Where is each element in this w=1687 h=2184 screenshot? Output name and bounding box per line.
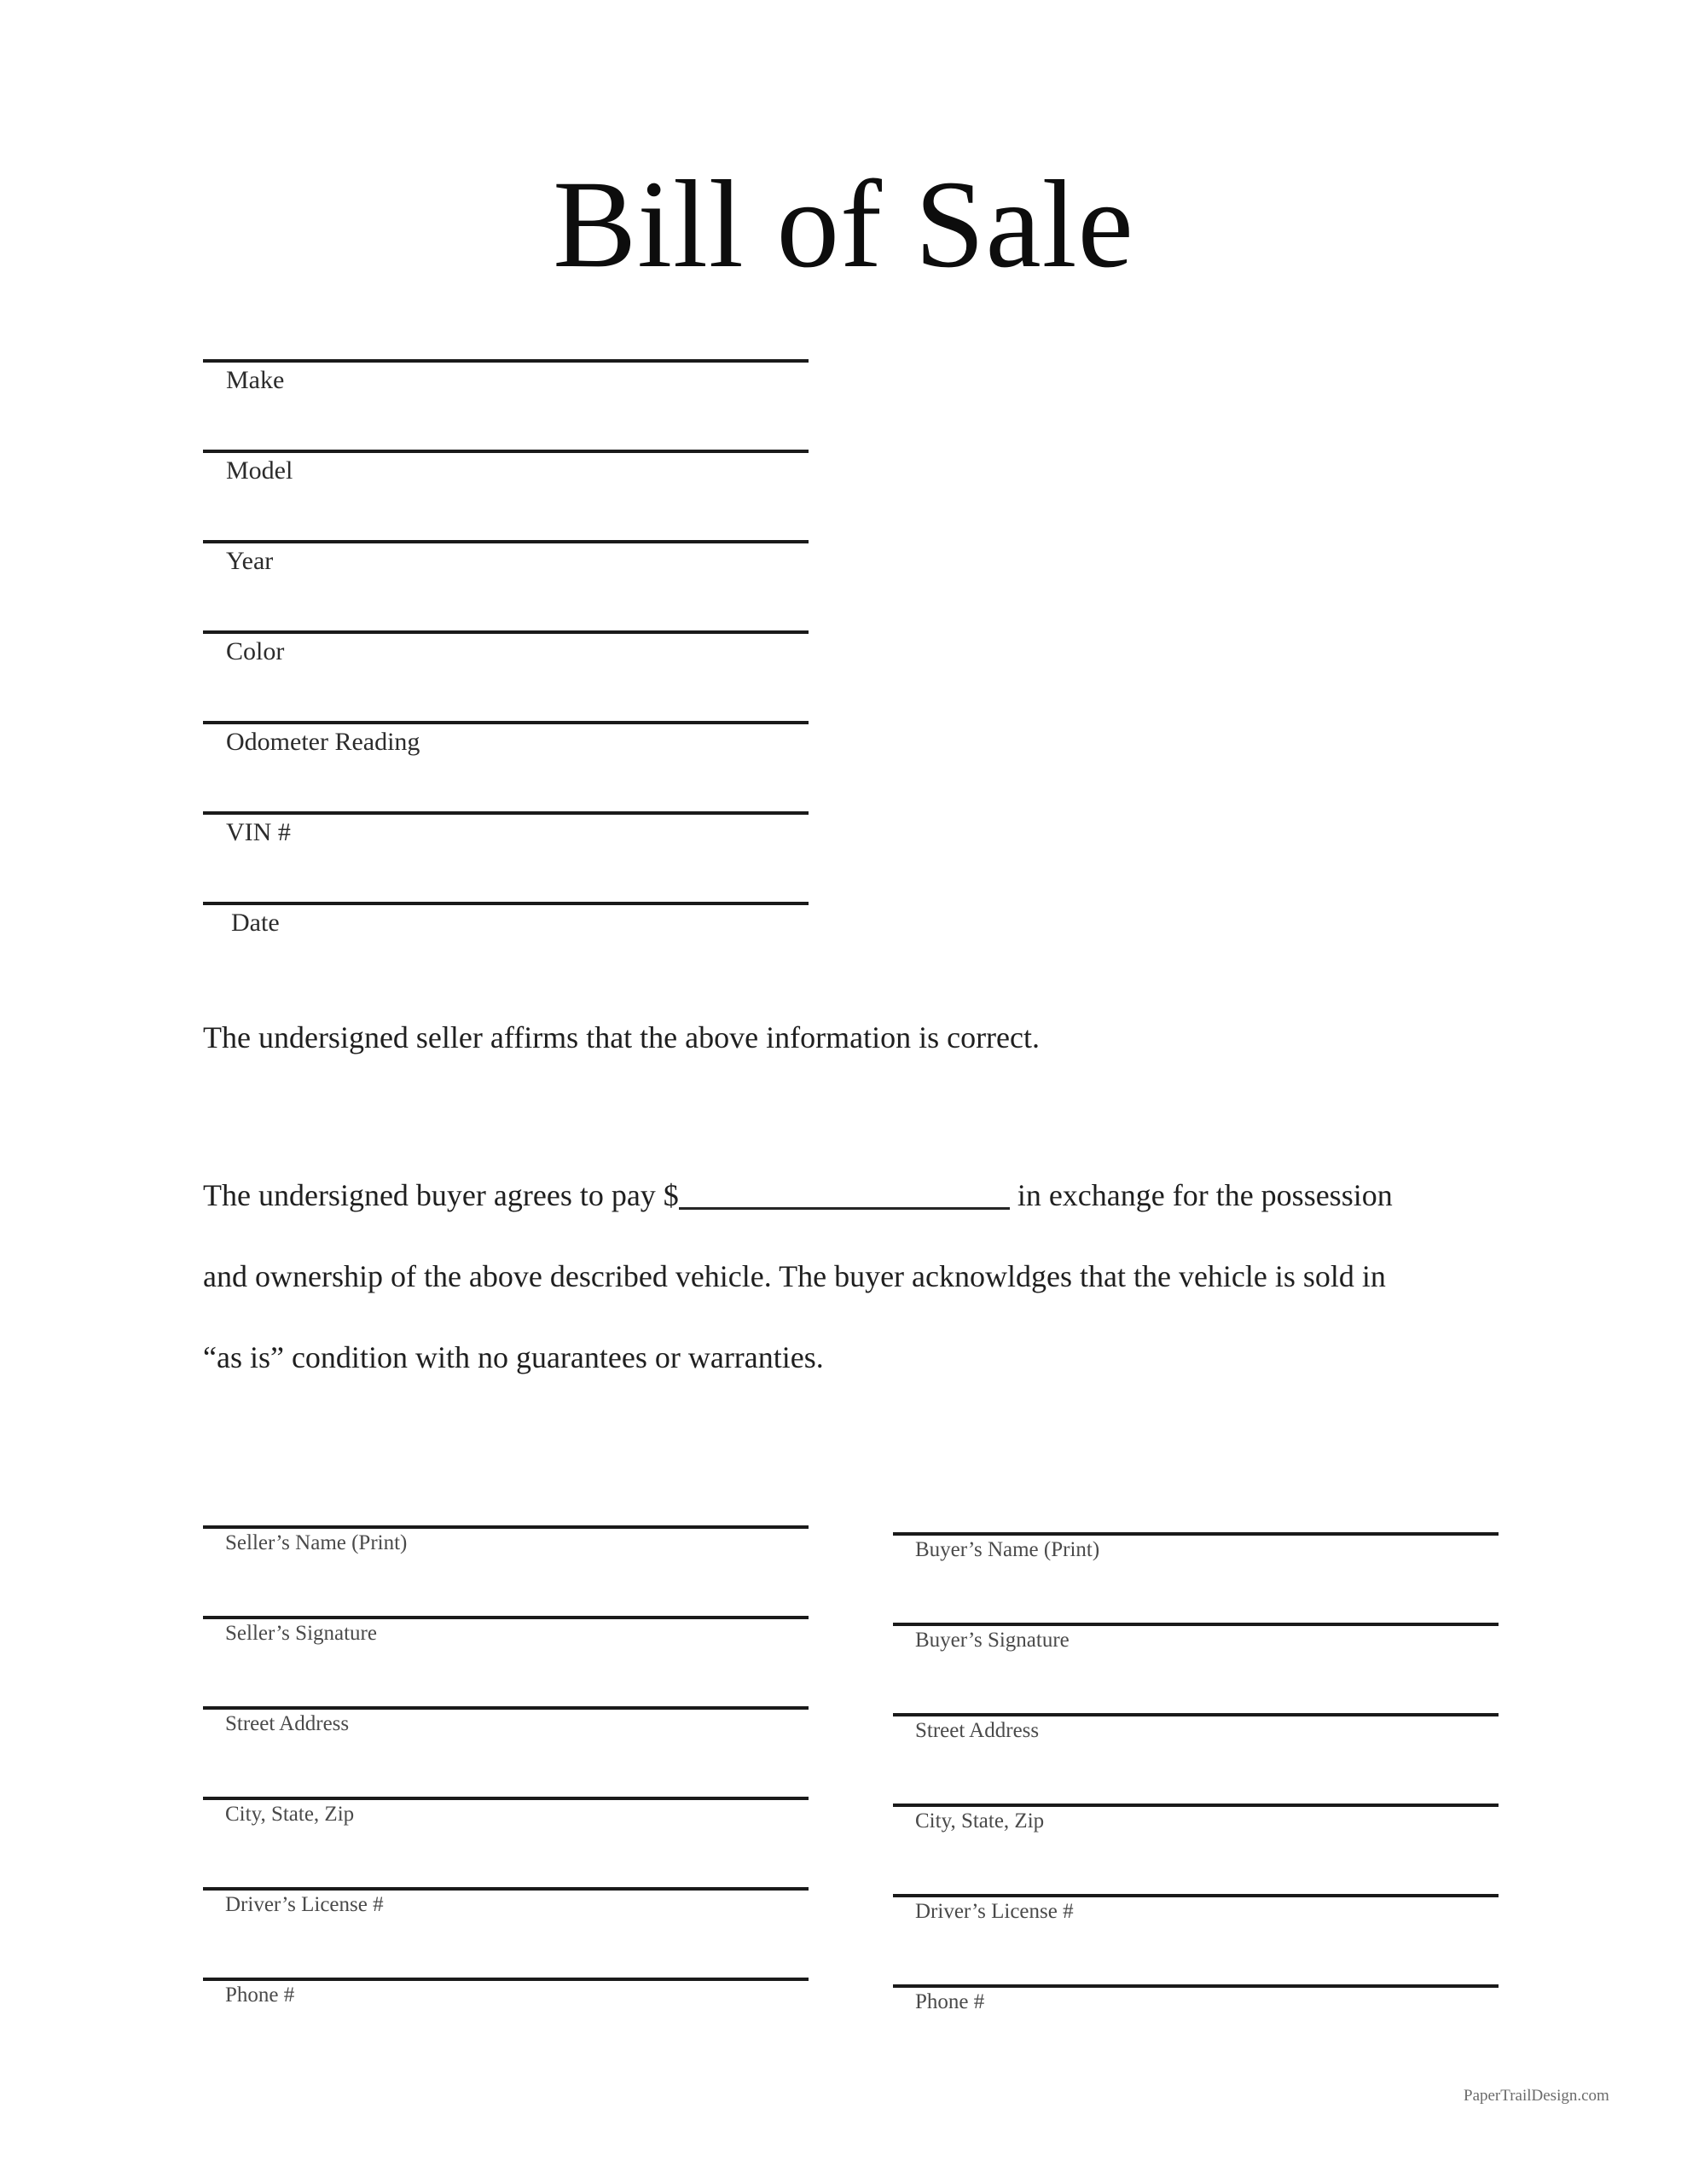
agreement-line-1: [203, 1155, 1585, 1236]
vehicle-field-date: [203, 902, 809, 938]
vehicle-field-color: [203, 630, 809, 667]
field-label: Phone #: [915, 1990, 985, 2013]
seller-field-drivers-license: [203, 1887, 809, 1918]
buyer-info-column: [893, 1532, 1499, 2061]
buyer-field-street-address: [893, 1713, 1499, 1744]
agreement-suffix-text: in exchange for the possession: [1009, 1178, 1393, 1212]
vehicle-field-model: [203, 450, 809, 486]
seller-field-street-address: [203, 1706, 809, 1737]
vehicle-field-vin: [203, 811, 809, 848]
field-label: Seller’s Signature: [225, 1622, 377, 1645]
seller-affirmation-text: The undersigned seller affirms that the above information is correct.: [203, 1020, 1040, 1054]
agreement-line-3: “as is” condition with no guarantees or warranties.: [203, 1340, 824, 1374]
seller-field-name-print: [203, 1525, 809, 1556]
field-label: Street Address: [915, 1719, 1040, 1742]
field-label: Color: [226, 637, 285, 665]
field-label: Odometer Reading: [226, 728, 420, 756]
field-label: Buyer’s Name (Print): [915, 1538, 1100, 1561]
buyer-field-drivers-license: [893, 1894, 1499, 1925]
field-label: Driver’s License #: [915, 1900, 1074, 1923]
buyer-field-signature: [893, 1623, 1499, 1653]
agreement-prefix-text: The undersigned buyer agrees to pay $: [203, 1178, 679, 1212]
seller-field-signature: [203, 1616, 809, 1647]
field-label: Make: [226, 366, 285, 394]
seller-field-city-state-zip: [203, 1797, 809, 1827]
buyer-field-name-print: [893, 1532, 1499, 1563]
vehicle-field-year: [203, 540, 809, 577]
field-label: VIN #: [226, 818, 291, 846]
field-label: Phone #: [225, 1984, 295, 2007]
field-label: Driver’s License #: [225, 1893, 384, 1916]
price-blank-line: [679, 1207, 1010, 1210]
field-label: City, State, Zip: [225, 1803, 355, 1826]
seller-info-column: [203, 1525, 809, 2054]
field-label: Seller’s Name (Print): [225, 1531, 408, 1554]
seller-field-phone: [203, 1978, 809, 2008]
field-label: Street Address: [225, 1712, 350, 1735]
buyer-agreement-text: [203, 1155, 1585, 1398]
vehicle-field-odometer: [203, 721, 809, 758]
buyer-field-city-state-zip: [893, 1804, 1499, 1834]
vehicle-field-make: [203, 359, 809, 396]
field-label: Model: [226, 456, 293, 485]
agreement-line-2: and ownership of the above described vehicle. The buyer acknowldges that the vehicle is sold in: [203, 1259, 1386, 1293]
buyer-field-phone: [893, 1984, 1499, 2015]
field-label: City, State, Zip: [915, 1809, 1045, 1833]
field-label: Year: [226, 547, 274, 575]
field-label: Date: [231, 909, 280, 937]
footer-watermark: PaperTrailDesign.com: [1464, 2087, 1609, 2105]
document-title: Bill of Sale: [553, 154, 1134, 293]
field-label: Buyer’s Signature: [915, 1629, 1070, 1652]
